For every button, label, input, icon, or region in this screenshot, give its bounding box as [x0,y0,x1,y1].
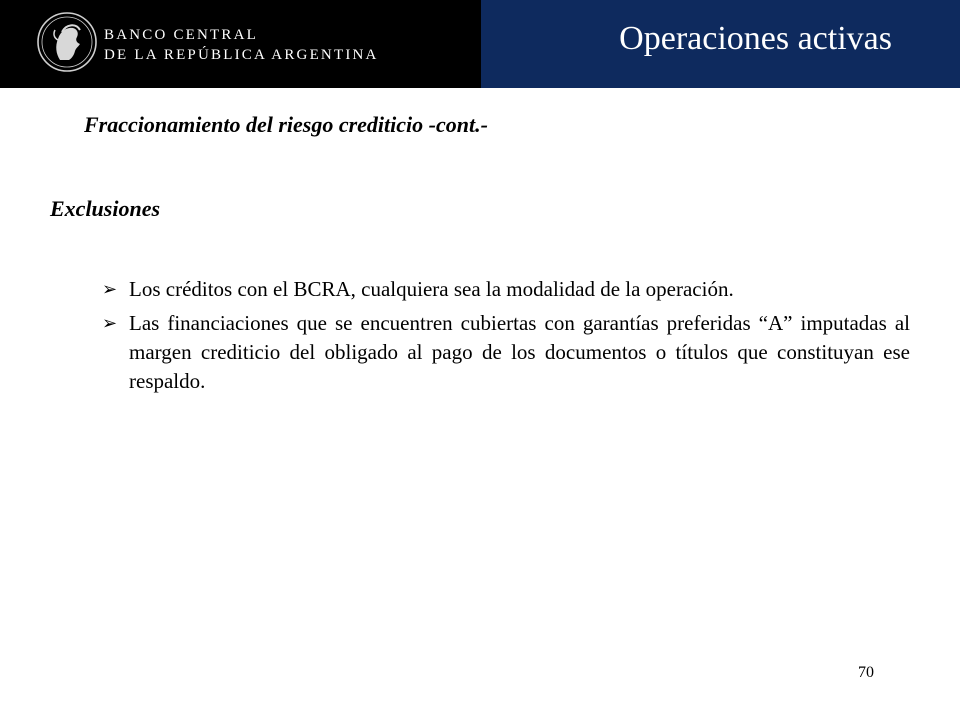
section-title: Exclusiones [50,196,161,221]
bank-name [104,25,379,65]
page-number: 70 [858,664,874,681]
arrow-bullet-icon: ➢ [102,313,118,334]
bullet-text: Los créditos con el BCRA, cualquiera sea la modalidad de la operación. [129,277,734,301]
bullet-list [102,275,910,401]
bullet-item [102,275,910,304]
bank-name-line2: DE LA REPÚBLICA ARGENTINA [104,47,379,63]
slide-title: Operaciones activas [619,20,892,57]
bullet-text: Las financiaciones que se encuentren cubiertas con garantías preferidas “A” imputadas al margen crediticio del obligado al pago de los documentos o títulos que constituyan ese respaldo. [129,311,910,393]
title-bar [481,0,960,88]
bank-seal-logo-icon [36,10,98,74]
slide-header [0,0,960,88]
bullet-item [102,309,910,396]
bank-name-line1: BANCO CENTRAL [104,27,259,43]
bank-brand [0,0,481,88]
slide-subtitle: Fraccionamiento del riesgo crediticio -cont.- [84,112,488,137]
arrow-bullet-icon: ➢ [102,279,118,300]
